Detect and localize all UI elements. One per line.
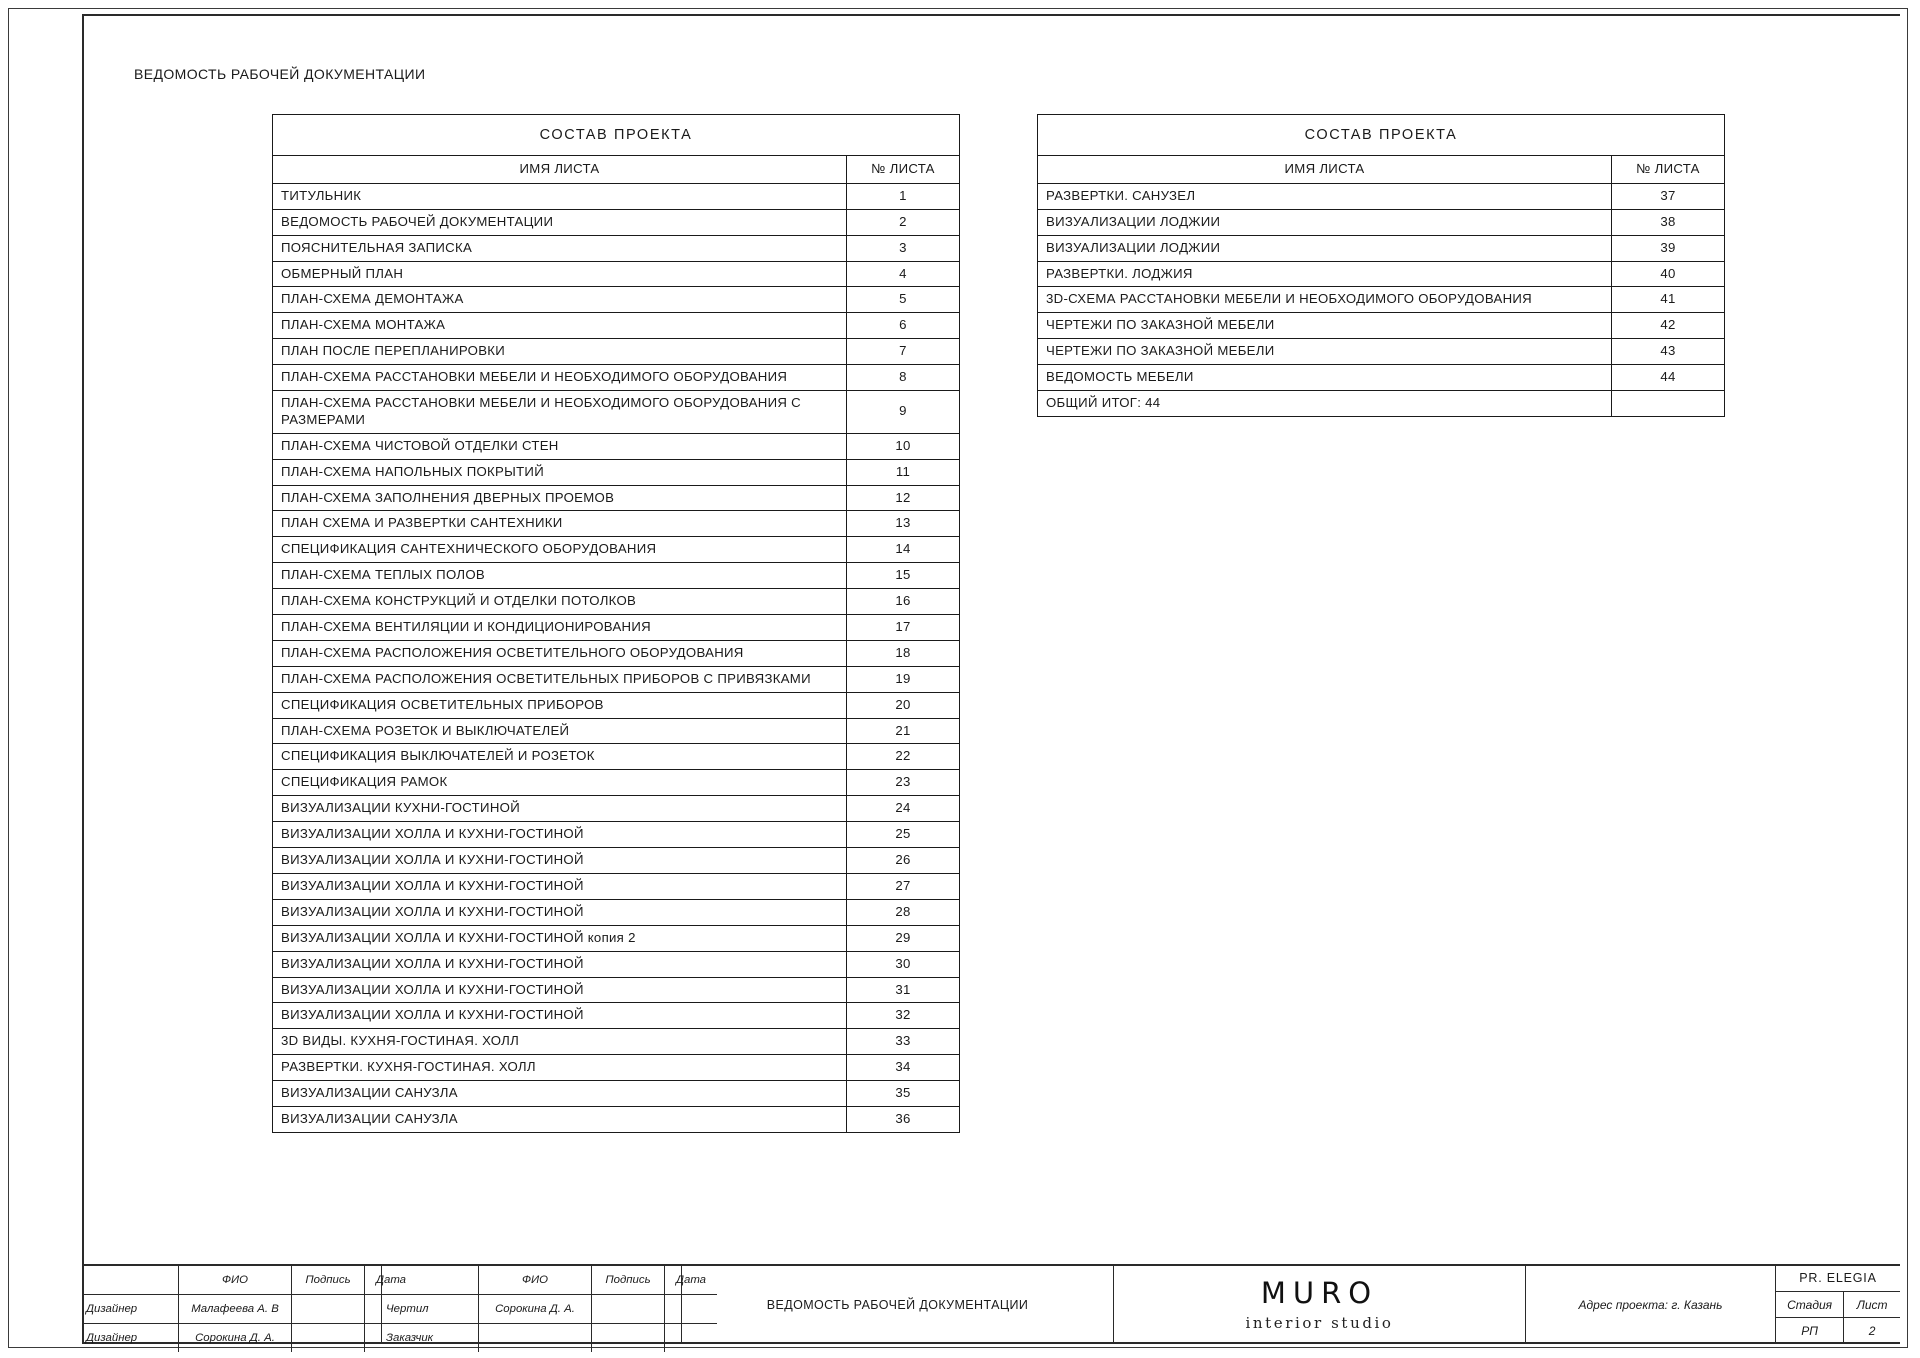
cell-sheet-number: 15 [847,563,960,589]
cell-role: Чертил [382,1295,479,1324]
table-row [273,666,959,692]
stage-label: Стадия [1776,1292,1844,1318]
cell-sheet-name: ЧЕРТЕЖИ ПО ЗАКАЗНОЙ МЕБЕЛИ [1038,313,1612,339]
sheet-label: Лист [1856,1297,1888,1312]
cell-role: Заказчик [382,1324,479,1353]
cell-sheet-number: 4 [847,261,960,287]
table-row [273,977,959,1003]
sign-row [382,1295,717,1324]
page-title: ВЕДОМОСТЬ РАБОЧЕЙ ДОКУМЕНТАЦИИ [134,66,426,82]
sheet-list-left [273,156,959,1132]
signature-table-drafter [382,1266,707,1344]
cell-sheet-number: 35 [847,1081,960,1107]
cell-sheet-number: 22 [847,744,960,770]
cell-sheet-name: ВИЗУАЛИЗАЦИИ ХОЛЛА И КУХНИ-ГОСТИНОЙ [273,899,847,925]
cell-sheet-number: 40 [1612,261,1725,287]
cell-sheet-name: ПОЯСНИТЕЛЬНАЯ ЗАПИСКА [273,235,847,261]
sheet-info-block [1776,1266,1900,1344]
cell-signature [292,1324,365,1353]
cell-sheet-name: ВИЗУАЛИЗАЦИИ ХОЛЛА И КУХНИ-ГОСТИНОЙ [273,951,847,977]
cell-sheet-name: ПЛАН-СХЕМА РОЗЕТОК И ВЫКЛЮЧАТЕЛЕЙ [273,718,847,744]
cell-fio [479,1324,592,1353]
cell-sheet-name: СПЕЦИФИКАЦИЯ РАМОК [273,770,847,796]
table-row [273,365,959,391]
cell-sheet-number: 32 [847,1003,960,1029]
cell-sheet-number: 30 [847,951,960,977]
cell-sheet-name: 3D ВИДЫ. КУХНЯ-ГОСТИНАЯ. ХОЛЛ [273,1029,847,1055]
signature-block [82,1266,707,1344]
cell-sheet-name: ВИЗУАЛИЗАЦИИ ХОЛЛА И КУХНИ-ГОСТИНОЙ [273,822,847,848]
table-row [273,925,959,951]
table-row [273,183,959,209]
cell-sheet-name: СПЕЦИФИКАЦИЯ ВЫКЛЮЧАТЕЛЕЙ И РОЗЕТОК [273,744,847,770]
signature-table-designers [82,1266,407,1344]
cell-role: Дизайнер [82,1295,179,1324]
table-row [273,718,959,744]
cell-sheet-name: ВИЗУАЛИЗАЦИИ ХОЛЛА И КУХНИ-ГОСТИНОЙ [273,873,847,899]
table-row [273,209,959,235]
cell-sheet-number: 25 [847,822,960,848]
sign-header-fio: ФИО [179,1266,292,1295]
table-row [273,433,959,459]
project-code: PR. ELEGIA [1776,1266,1900,1292]
cell-sheet-name: ПЛАН-СХЕМА ВЕНТИЛЯЦИИ И КОНДИЦИОНИРОВАНИЯ [273,615,847,641]
cell-signature [592,1324,665,1353]
cell-sheet-number: 28 [847,899,960,925]
table-row [273,770,959,796]
logo-wordmark: MURO [1260,1275,1379,1310]
column-header-sheet-number: № ЛИСТА [847,156,960,183]
cell-sheet-name: ВИЗУАЛИЗАЦИИ ХОЛЛА И КУХНИ-ГОСТИНОЙ [273,1003,847,1029]
project-address: Адрес проекта: г. Казань [1526,1266,1776,1344]
table-row [273,1003,959,1029]
cell-sheet-name: ПЛАН-СХЕМА НАПОЛЬНЫХ ПОКРЫТИЙ [273,459,847,485]
cell-signature [592,1295,665,1324]
cell-sheet-number: 37 [1612,183,1725,209]
table-row [1038,365,1724,391]
sign-table-right [382,1266,717,1352]
cell-sheet-number: 6 [847,313,960,339]
cell-total-value [1612,391,1725,416]
table-row [273,1081,959,1107]
title-block [82,1264,1900,1344]
table-row [273,951,959,977]
table-row [273,1055,959,1081]
cell-sheet-name: ПЛАН-СХЕМА ЧИСТОВОЙ ОТДЕЛКИ СТЕН [273,433,847,459]
table-row [273,537,959,563]
table-row [1038,287,1724,313]
cell-sheet-number: 20 [847,692,960,718]
stage-sheet-values [1776,1318,1900,1344]
table-row [273,692,959,718]
table-row [273,640,959,666]
sign-table-left [82,1266,417,1352]
cell-signature [292,1295,365,1324]
cell-sheet-name: ВИЗУАЛИЗАЦИИ ЛОДЖИИ [1038,235,1612,261]
cell-fio: Сорокина Д. А. [179,1324,292,1353]
cell-role: Дизайнер [82,1324,179,1353]
cell-sheet-number: 10 [847,433,960,459]
table-row [273,589,959,615]
cell-sheet-number: 41 [1612,287,1725,313]
table-row [1038,183,1724,209]
sign-rows-right [382,1295,717,1353]
table-row [1038,313,1724,339]
table-title-left: СОСТАВ ПРОЕКТА [273,115,959,156]
cell-sheet-number: 21 [847,718,960,744]
cell-sheet-name: ВЕДОМОСТЬ РАБОЧЕЙ ДОКУМЕНТАЦИИ [273,209,847,235]
cell-sheet-number: 2 [847,209,960,235]
table-row [1038,235,1724,261]
table-row [273,1029,959,1055]
sign-header-date: Дата [365,1266,418,1295]
table-row [273,235,959,261]
studio-logo [1114,1266,1526,1344]
table-row [273,313,959,339]
table-row [273,615,959,641]
cell-sheet-number: 8 [847,365,960,391]
cell-sheet-name: ПЛАН-СХЕМА ТЕПЛЫХ ПОЛОВ [273,563,847,589]
column-header-sheet-name: ИМЯ ЛИСТА [273,156,847,183]
sign-header-role [82,1266,179,1295]
cell-sheet-name: ВЕДОМОСТЬ МЕБЕЛИ [1038,365,1612,391]
table-row [273,339,959,365]
sheet-list-right [1038,156,1724,416]
table-row [273,485,959,511]
cell-sheet-number: 44 [1612,365,1725,391]
sign-rows-left [82,1295,417,1353]
cell-sheet-name: ВИЗУАЛИЗАЦИИ ХОЛЛА И КУХНИ-ГОСТИНОЙ [273,848,847,874]
cell-sheet-name: ПЛАН-СХЕМА РАСПОЛОЖЕНИЯ ОСВЕТИТЕЛЬНЫХ ПРИБОРОВ С ПРИВЯЗКАМИ [273,666,847,692]
cell-sheet-name: СПЕЦИФИКАЦИЯ САНТЕХНИЧЕСКОГО ОБОРУДОВАНИЯ [273,537,847,563]
cell-sheet-number: 17 [847,615,960,641]
cell-sheet-number: 3 [847,235,960,261]
sign-header-date: Дата [665,1266,718,1295]
sign-header-role [382,1266,479,1295]
cell-sheet-number: 18 [847,640,960,666]
table-total-row [1038,391,1724,416]
table-row [273,391,959,434]
cell-sheet-name: СПЕЦИФИКАЦИЯ ОСВЕТИТЕЛЬНЫХ ПРИБОРОВ [273,692,847,718]
cell-sheet-name: ПЛАН-СХЕМА ЗАПОЛНЕНИЯ ДВЕРНЫХ ПРОЕМОВ [273,485,847,511]
cell-sheet-number: 5 [847,287,960,313]
cell-sheet-number: 24 [847,796,960,822]
cell-total-label: ОБЩИЙ ИТОГ: 44 [1038,391,1612,416]
table-row [273,899,959,925]
cell-sheet-name: ПЛАН-СХЕМА ДЕМОНТАЖА [273,287,847,313]
table-row [1038,339,1724,365]
logo-tagline: interior studio [1245,1313,1394,1332]
table-row [273,261,959,287]
cell-sheet-name: ПЛАН-СХЕМА РАСПОЛОЖЕНИЯ ОСВЕТИТЕЛЬНОГО ОБОРУДОВАНИЯ [273,640,847,666]
cell-sheet-name: ПЛАН ПОСЛЕ ПЕРЕПЛАНИРОВКИ [273,339,847,365]
table-row [273,1106,959,1131]
cell-sheet-name: РАЗВЕРТКИ. ЛОДЖИЯ [1038,261,1612,287]
cell-sheet-name: ВИЗУАЛИЗАЦИИ ХОЛЛА И КУХНИ-ГОСТИНОЙ [273,977,847,1003]
cell-sheet-name: РАЗВЕРТКИ. КУХНЯ-ГОСТИНАЯ. ХОЛЛ [273,1055,847,1081]
cell-sheet-name: ОБМЕРНЫЙ ПЛАН [273,261,847,287]
cell-sheet-number: 33 [847,1029,960,1055]
cell-sheet-number: 36 [847,1106,960,1131]
table-row [273,459,959,485]
table-row [273,287,959,313]
cell-sheet-number: 13 [847,511,960,537]
cell-sheet-name: ВИЗУАЛИЗАЦИИ ЛОДЖИИ [1038,209,1612,235]
cell-sheet-number: 42 [1612,313,1725,339]
cell-sheet-number: 27 [847,873,960,899]
table-title-right: СОСТАВ ПРОЕКТА [1038,115,1724,156]
cell-sheet-name: ВИЗУАЛИЗАЦИИ САНУЗЛА [273,1081,847,1107]
cell-sheet-number: 11 [847,459,960,485]
cell-sheet-name: ПЛАН-СХЕМА РАССТАНОВКИ МЕБЕЛИ И НЕОБХОДИМОГО ОБОРУДОВАНИЯ С РАЗМЕРАМИ [273,391,847,434]
cell-sheet-number: 19 [847,666,960,692]
project-contents-table-left [272,114,960,1133]
sheet-list-right-body [1038,183,1724,416]
cell-fio: Малафеева А. В [179,1295,292,1324]
table-row [273,511,959,537]
stage-value: РП [1776,1318,1844,1344]
table-row [1038,261,1724,287]
cell-fio: Сорокина Д. А. [479,1295,592,1324]
sheet-list-left-body [273,183,959,1131]
cell-sheet-number: 43 [1612,339,1725,365]
sign-row [82,1295,417,1324]
sign-header-signature: Подпись [292,1266,365,1295]
cell-sheet-number: 38 [1612,209,1725,235]
cell-sheet-name: РАЗВЕРТКИ. САНУЗЕЛ [1038,183,1612,209]
project-contents-table-right [1037,114,1725,417]
table-row [1038,209,1724,235]
table-row [273,848,959,874]
table-row [273,796,959,822]
cell-sheet-name: ВИЗУАЛИЗАЦИИ ХОЛЛА И КУХНИ-ГОСТИНОЙ копия 2 [273,925,847,951]
sign-header-fio: ФИО [479,1266,592,1295]
cell-sheet-number: 26 [847,848,960,874]
cell-sheet-number: 12 [847,485,960,511]
table-row [273,744,959,770]
cell-sheet-number: 39 [1612,235,1725,261]
sheet-name-field: ВЕДОМОСТЬ РАБОЧЕЙ ДОКУМЕНТАЦИИ [682,1266,1114,1344]
table-row [273,822,959,848]
cell-sheet-name: ПЛАН-СХЕМА КОНСТРУКЦИЙ И ОТДЕЛКИ ПОТОЛКОВ [273,589,847,615]
cell-sheet-number: 16 [847,589,960,615]
cell-sheet-number: 23 [847,770,960,796]
sign-header-signature: Подпись [592,1266,665,1295]
sign-row [82,1324,417,1353]
cell-sheet-number: 7 [847,339,960,365]
cell-sheet-number: 34 [847,1055,960,1081]
cell-sheet-name: ПЛАН СХЕМА И РАЗВЕРТКИ САНТЕХНИКИ [273,511,847,537]
cell-sheet-name: ПЛАН-СХЕМА МОНТАЖА [273,313,847,339]
table-row [273,563,959,589]
sign-row [382,1324,717,1353]
cell-sheet-name: ПЛАН-СХЕМА РАССТАНОВКИ МЕБЕЛИ И НЕОБХОДИМОГО ОБОРУДОВАНИЯ [273,365,847,391]
cell-sheet-number: 29 [847,925,960,951]
column-header-sheet-number: № ЛИСТА [1612,156,1725,183]
cell-sheet-number: 14 [847,537,960,563]
stage-sheet-headers [1776,1292,1900,1319]
column-header-sheet-name: ИМЯ ЛИСТА [1038,156,1612,183]
cell-sheet-number: 1 [847,183,960,209]
cell-sheet-number: 31 [847,977,960,1003]
cell-sheet-name: ВИЗУАЛИЗАЦИИ САНУЗЛА [273,1106,847,1131]
cell-sheet-name: ТИТУЛЬНИК [273,183,847,209]
cell-sheet-name: 3D-СХЕМА РАССТАНОВКИ МЕБЕЛИ И НЕОБХОДИМОГО ОБОРУДОВАНИЯ [1038,287,1612,313]
cell-sheet-name: ВИЗУАЛИЗАЦИИ КУХНИ-ГОСТИНОЙ [273,796,847,822]
cell-sheet-number: 9 [847,391,960,434]
sheet-value: 2 [1868,1324,1876,1339]
table-row [273,873,959,899]
cell-sheet-name: ЧЕРТЕЖИ ПО ЗАКАЗНОЙ МЕБЕЛИ [1038,339,1612,365]
